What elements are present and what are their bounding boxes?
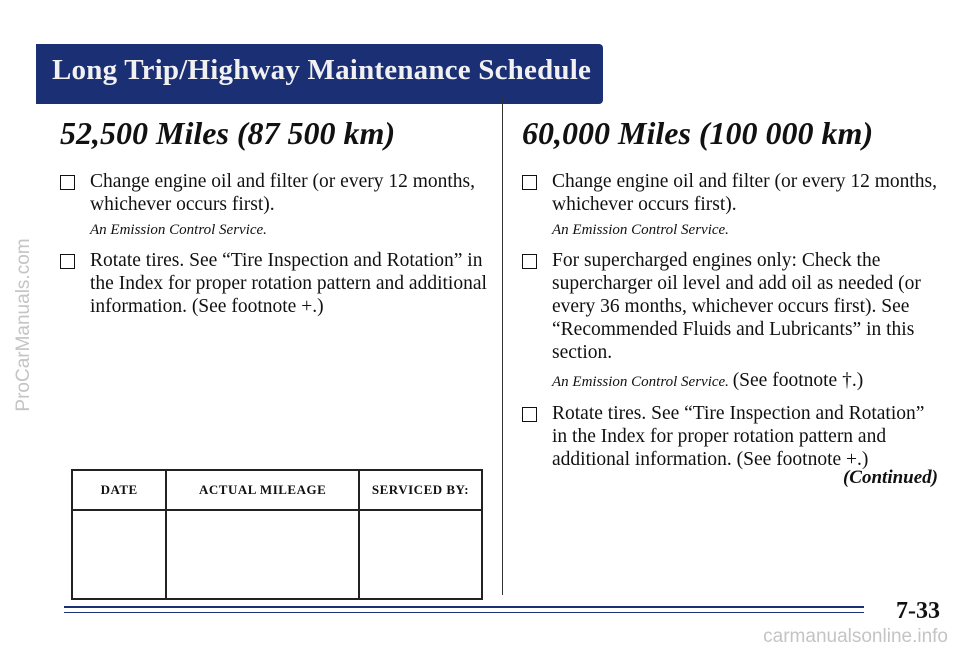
table-header-row (72, 470, 482, 510)
table-row (72, 510, 482, 599)
side-watermark: ProCarManuals.com (13, 238, 34, 412)
checkbox-icon[interactable] (522, 254, 537, 269)
item-text: Rotate tires. See “Tire Inspection and Rotation” in the Index for proper rotation pattern and additional information. (See footnote +.) (552, 403, 925, 470)
left-heading: 52,500 Miles (87 500 km) (60, 115, 396, 151)
service-log-table (71, 469, 483, 600)
page-number: 7-33 (896, 598, 940, 624)
right-item-oil-change (522, 170, 942, 216)
item-text: Rotate tires. See “Tire Inspection and Rotation” in the Index for proper rotation pattern and additional information. (See footnote +.) (90, 250, 487, 317)
section-title: Long Trip/Highway Maintenance Schedule (52, 54, 592, 86)
footer-rule (64, 612, 864, 613)
right-item-supercharger (522, 249, 942, 364)
serviced-by-cell[interactable] (359, 510, 482, 599)
continued-label: (Continued) (842, 467, 938, 488)
item-text: Change engine oil and filter (or every 12 months, whichever occurs first). (90, 171, 476, 215)
footer-watermark: carmanualsonline.info (763, 626, 948, 647)
mileage-cell[interactable] (166, 510, 359, 599)
emission-note: An Emission Control Service. (90, 222, 267, 238)
footnote-ref: (See footnote †.) (732, 370, 864, 391)
right-column (522, 115, 942, 477)
item-text: For supercharged engines only: Check the supercharger oil level and add oil as needed (or every 36 months, whichever occurs first). See “Recommended Fluids and Lubricants” in this section. (552, 250, 921, 363)
footer-rule (64, 606, 864, 608)
left-column (60, 115, 500, 324)
right-heading: 60,000 Miles (100 000 km) (522, 115, 874, 151)
checkbox-icon[interactable] (60, 254, 75, 269)
checkbox-icon[interactable] (60, 175, 75, 190)
date-cell[interactable] (72, 510, 166, 599)
column-divider (502, 98, 503, 595)
header-date: DATE (72, 470, 166, 510)
header-serviced-by: SERVICED BY: (359, 470, 482, 510)
checkbox-icon[interactable] (522, 175, 537, 190)
item-text: Change engine oil and filter (or every 12 months, whichever occurs first). (552, 171, 938, 215)
emission-note: An Emission Control Service. (See footnote †.) (552, 370, 864, 391)
emission-note: An Emission Control Service. (552, 222, 729, 238)
header-actual-mileage: ACTUAL MILEAGE (166, 470, 359, 510)
left-item-oil-change (60, 170, 500, 216)
left-item-rotate-tires (60, 249, 500, 318)
checkbox-icon[interactable] (522, 407, 537, 422)
right-item-rotate-tires (522, 402, 942, 471)
